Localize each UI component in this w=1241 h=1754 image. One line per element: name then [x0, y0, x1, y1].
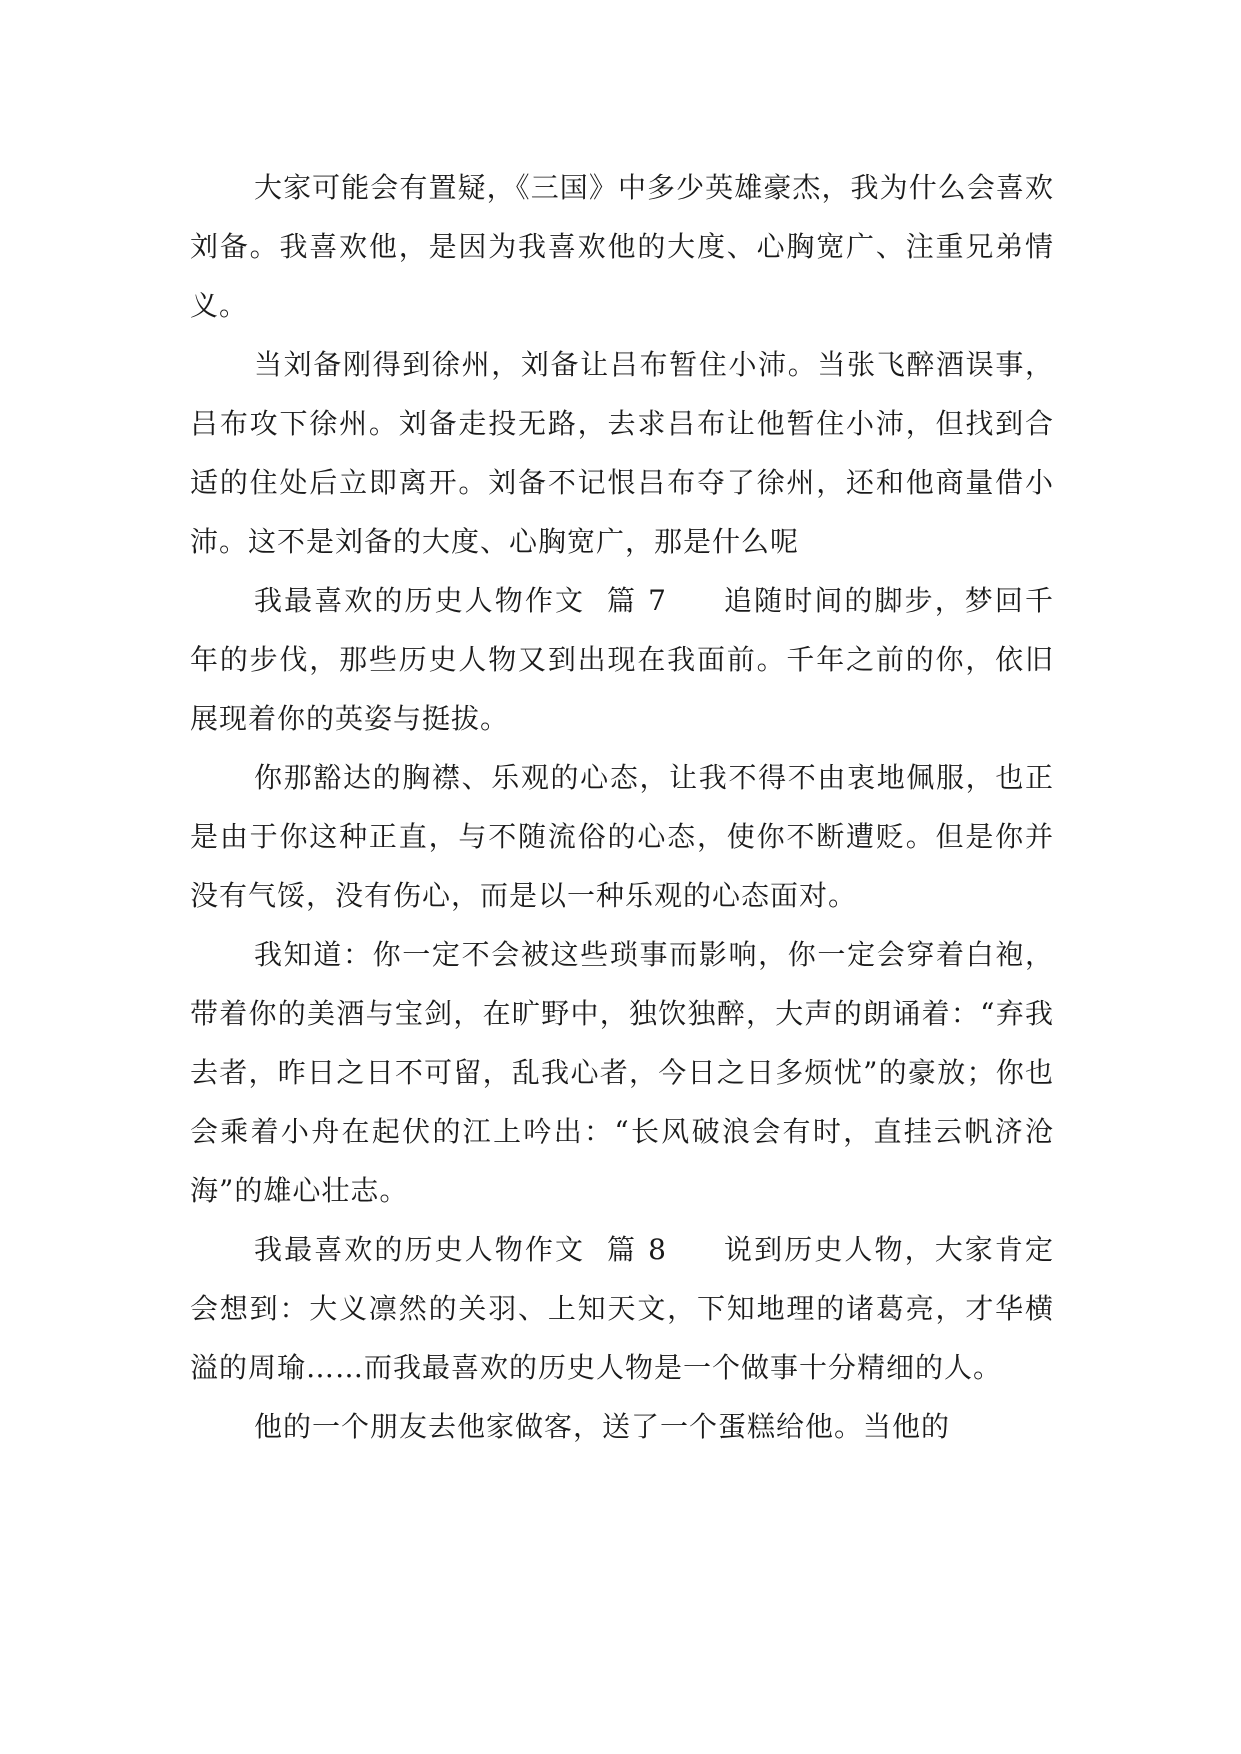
section-8-paragraph [190, 1220, 1054, 1397]
paragraph: 他的一个朋友去他家做客，送了一个蛋糕给他。当他的 [254, 1410, 951, 1443]
paragraph: 当刘备刚得到徐州，刘备让吕布暂住小沛。当张飞醉酒误事，吕布攻下徐州。刘备走投无路，去求吕布让他暂住小沛，但找到合适的住处后立即离开。刘备不记恨吕布夺了徐州，还和他商量借小沛。这不是刘备的大度、心胸宽广，那是什么呢 [190, 348, 1054, 558]
section-8-heading: 我最喜欢的历史人物作文 篇 8 [254, 1233, 667, 1266]
section-7-paragraph [190, 571, 1054, 748]
section-7-heading: 我最喜欢的历史人物作文 篇 7 [254, 584, 667, 617]
paragraph: 我知道：你一定不会被这些琐事而影响，你一定会穿着白袍，带着你的美酒与宝剑，在旷野中，独饮独醉，大声的朗诵着：“弃我去者，昨日之日不可留，乱我心者，今日之日多烦忧”的豪放；你也会乘着小舟在起伏的江上吟出：“长风破浪会有时，直挂云帆济沧海”的雄心壮志。 [190, 938, 1054, 1207]
paragraph: 你那豁达的胸襟、乐观的心态，让我不得不由衷地佩服，也正是由于你这种正直，与不随流俗的心态，使你不断遭贬。但是你并没有气馁，没有伤心，而是以一种乐观的心态面对。 [190, 761, 1054, 912]
document-body [190, 158, 1054, 1456]
section-7-lead: 追随时间的脚步，梦回千年的步伐，那些历史人物又到出现在我面前。千年之前的你，依旧展现着你的英姿与挺拔。 [190, 584, 1054, 735]
paragraph: 大家可能会有置疑，《三国》中多少英雄豪杰，我为什么会喜欢刘备。我喜欢他，是因为我喜欢他的大度、心胸宽广、注重兄弟情义。 [190, 171, 1054, 322]
section-8-lead: 说到历史人物，大家肯定会想到：大义凛然的关羽、上知天文，下知地理的诸葛亮，才华横溢的周瑜……而我最喜欢的历史人物是一个做事十分精细的人。 [190, 1233, 1054, 1384]
